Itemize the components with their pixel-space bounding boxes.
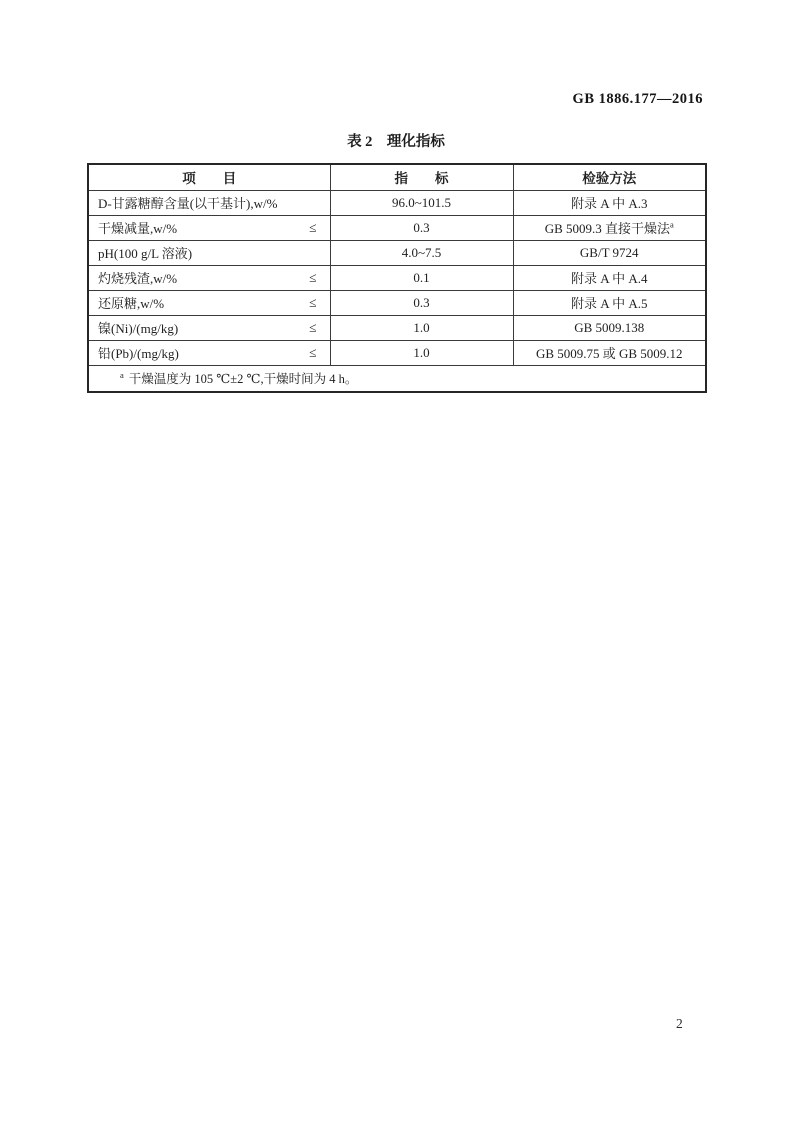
less-equal-symbol: ≤ (309, 219, 317, 235)
item-cell (88, 190, 330, 215)
table-row (88, 190, 706, 215)
item-cell (88, 290, 330, 315)
indicator-cell (330, 240, 513, 265)
less-equal-symbol: ≤ (309, 319, 317, 335)
table-row (88, 265, 706, 290)
method-value: 附录 A 中 A.5 (570, 296, 648, 311)
indicator-value: 0.3 (413, 219, 430, 235)
footnote-row (88, 365, 706, 392)
method-value: GB/T 9724 (579, 244, 639, 260)
item-label: 还原糖,w/% (98, 296, 165, 311)
method-cell (513, 190, 706, 215)
indicator-value: 96.0~101.5 (391, 194, 452, 210)
indicator-cell (330, 265, 513, 290)
less-equal-symbol: ≤ (309, 344, 317, 360)
header-method: 检验方法 (513, 164, 706, 190)
footnote-ref: a (670, 219, 674, 230)
method-cell (513, 315, 706, 340)
method-value: GB 5009.75 或 GB 5009.12 (535, 346, 683, 361)
item-cell (88, 340, 330, 365)
item-label: 镍(Ni)/(mg/kg) (98, 321, 179, 336)
item-label: D-甘露糖醇含量(以干基计),w/% (98, 196, 278, 211)
table-row (88, 315, 706, 340)
indicator-cell (330, 215, 513, 240)
footnote-text: 干燥温度为 105 ℃±2 ℃,干燥时间为 4 h。 (128, 372, 358, 387)
method-cell (513, 340, 706, 365)
method-cell (513, 240, 706, 265)
item-cell (88, 215, 330, 240)
spec-table (87, 163, 707, 393)
table-row (88, 290, 706, 315)
method-value: GB 5009.3 直接干燥法 (544, 221, 671, 236)
indicator-cell (330, 340, 513, 365)
table-row (88, 240, 706, 265)
method-cell (513, 290, 706, 315)
indicator-cell (330, 315, 513, 340)
less-equal-symbol: ≤ (309, 269, 317, 285)
method-cell (513, 215, 706, 240)
indicator-value: 4.0~7.5 (401, 244, 442, 260)
indicator-cell (330, 290, 513, 315)
footnote-marker: a (120, 370, 124, 381)
method-value: 附录 A 中 A.3 (570, 196, 648, 211)
indicator-cell (330, 190, 513, 215)
table-title: 表 2 理化指标 (347, 134, 445, 150)
table-row (88, 340, 706, 365)
page-number: 2 (676, 1016, 683, 1031)
item-label: 灼烧残渣,w/% (98, 271, 178, 286)
method-value: 附录 A 中 A.4 (570, 271, 648, 286)
method-value: GB 5009.138 (574, 319, 645, 335)
item-cell (88, 265, 330, 290)
item-label: 干燥减量,w/% (98, 221, 178, 236)
header-item: 项 目 (88, 164, 330, 190)
item-label: 铅(Pb)/(mg/kg) (98, 346, 179, 361)
standard-number: GB 1886.177—2016 (572, 91, 703, 107)
method-cell (513, 265, 706, 290)
indicator-value: 1.0 (413, 344, 430, 360)
indicator-value: 1.0 (413, 319, 430, 335)
header-indicator: 指 标 (330, 164, 513, 190)
item-cell (88, 315, 330, 340)
less-equal-symbol: ≤ (309, 294, 317, 310)
table-row (88, 215, 706, 240)
table-header-row (88, 164, 706, 190)
footnote-cell (88, 365, 706, 392)
indicator-value: 0.1 (413, 269, 430, 285)
indicator-value: 0.3 (413, 294, 430, 310)
item-label: pH(100 g/L 溶液) (98, 246, 193, 261)
item-cell (88, 240, 330, 265)
